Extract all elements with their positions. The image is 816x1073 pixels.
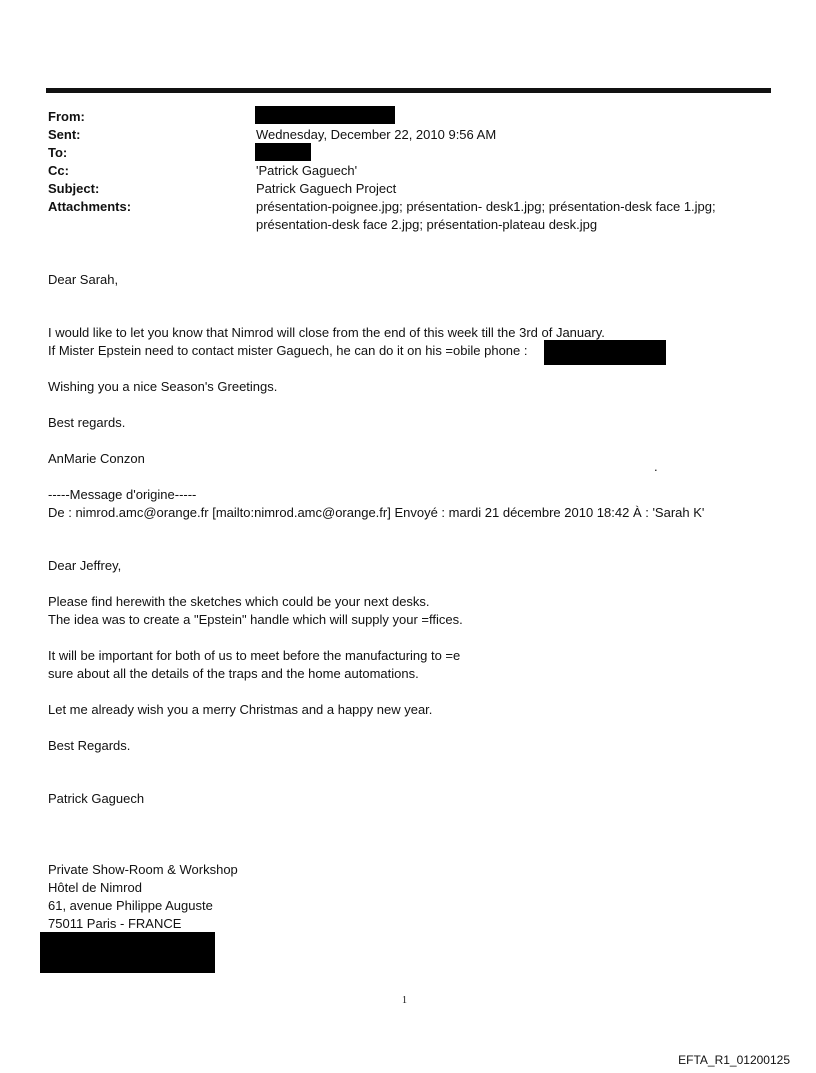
attachments-line-1: présentation-poignee.jpg; présentation- desk1.jpg; présentation-desk face 1.jpg; — [256, 199, 716, 214]
paragraph-1-line-2: If Mister Epstein need to contact mister Gaguech, he can do it on his =obile phone : — [48, 343, 528, 358]
quote-2-line-1: It will be important for both of us to meet before the manufacturing to =e — [48, 648, 461, 663]
cc-label: Cc: — [48, 163, 69, 178]
stray-dot: . — [654, 459, 658, 474]
original-message-marker: -----Message d'origine----- — [48, 487, 197, 502]
page-number: 1 — [402, 995, 407, 1006]
from-label: From: — [48, 109, 85, 124]
address-line-4: 75011 Paris - FRANCE — [48, 916, 182, 931]
document-id: EFTA_R1_01200125 — [678, 1053, 790, 1067]
attachments-line-2: présentation-desk face 2.jpg; présentation-plateau desk.jpg — [256, 217, 598, 232]
contact-redaction — [40, 932, 215, 973]
paragraph-1-line-1: I would like to let you know that Nimrod will close from the end of this week till the 3rd of January. — [48, 325, 605, 340]
subject-label: Subject: — [48, 181, 100, 196]
header-rule — [46, 88, 771, 93]
sent-value: Wednesday, December 22, 2010 9:56 AM — [256, 127, 497, 142]
signature: AnMarie Conzon — [48, 451, 145, 466]
from-redaction — [255, 106, 395, 124]
quote-1-line-2: The idea was to create a "Epstein" handle which will supply your =ffices. — [48, 612, 463, 627]
to-label: To: — [48, 145, 68, 160]
address-line-3: 61, avenue Philippe Auguste — [48, 898, 213, 913]
signature-2: Patrick Gaguech — [48, 791, 145, 806]
quote-1-line-1: Please find herewith the sketches which could be your next desks. — [48, 594, 430, 609]
address-line-1: Private Show-Room & Workshop — [48, 862, 238, 877]
to-redaction — [255, 143, 311, 161]
paragraph-2: Wishing you a nice Season's Greetings. — [48, 379, 278, 394]
subject-value: Patrick Gaguech Project — [256, 181, 397, 196]
cc-value: 'Patrick Gaguech' — [256, 163, 358, 178]
original-message-header: De : nimrod.amc@orange.fr [mailto:nimrod.amc@orange.fr] Envoyé : mardi 21 décembre 2010 18:42 À : 'Sarah K' — [48, 505, 705, 520]
greeting-2: Dear Jeffrey, — [48, 558, 122, 573]
quote-2-line-2: sure about all the details of the traps and the home automations. — [48, 666, 419, 681]
attachments-label: Attachments: — [48, 199, 132, 214]
quote-3: Let me already wish you a merry Christmas and a happy new year. — [48, 702, 433, 717]
phone-redaction — [544, 340, 666, 365]
sent-label: Sent: — [48, 127, 81, 142]
address-line-2: Hôtel de Nimrod — [48, 880, 142, 895]
greeting: Dear Sarah, — [48, 272, 119, 287]
paragraph-3: Best regards. — [48, 415, 126, 430]
quote-4: Best Regards. — [48, 738, 131, 753]
